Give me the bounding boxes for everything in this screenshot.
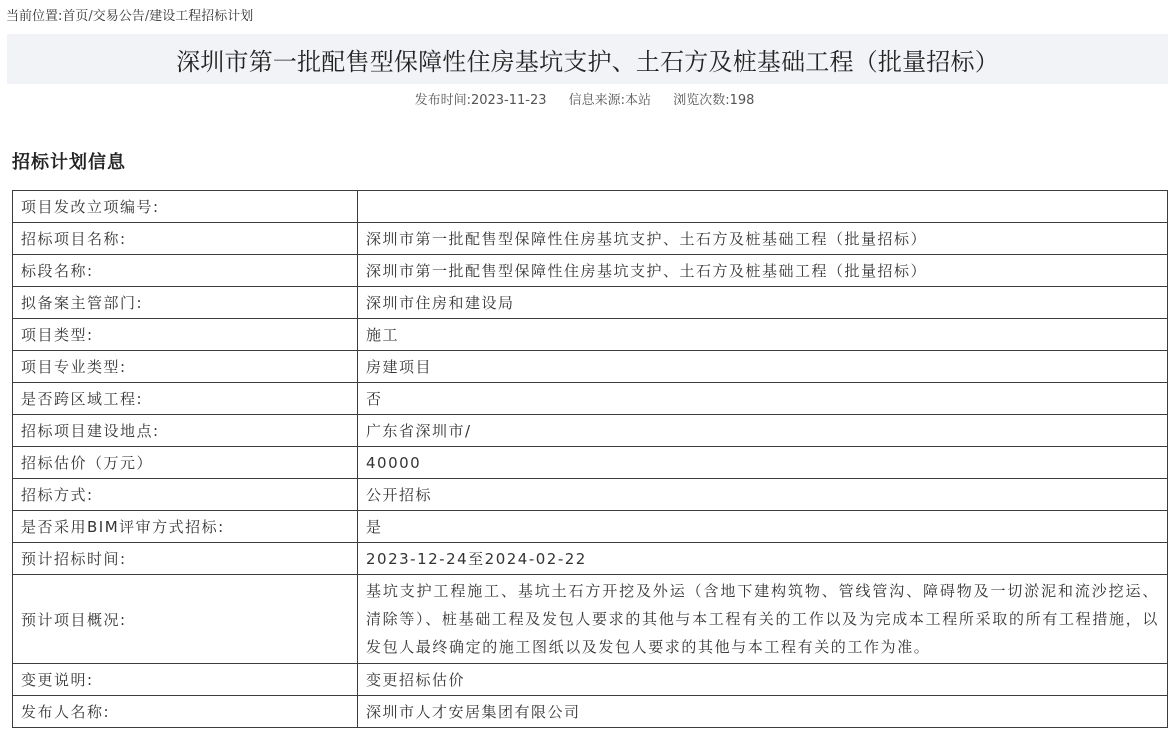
- row-value: 基坑支护工程施工、基坑土石方开挖及外运（含地下建构筑物、管线管沟、障碍物及一切淤泥和流沙挖运、清除等）、桩基础工程及发包人要求的其他与本工程有关的工作以及为完成本工程所采取的所有工程措施，以发包人最终确定的施工图纸以及发包人要求的其他与本工程有关的工作为准。: [358, 575, 1168, 664]
- view-count-value: 198: [729, 93, 755, 108]
- article-meta: [0, 89, 1169, 108]
- row-label: 招标估价（万元）: [13, 447, 358, 479]
- row-label: 发布人名称:: [13, 696, 358, 728]
- row-value: 公开招标: [358, 479, 1168, 511]
- row-value: 是: [358, 511, 1168, 543]
- row-label: 项目类型:: [13, 319, 358, 351]
- table-row: [13, 479, 1168, 511]
- row-value: 深圳市第一批配售型保障性住房基坑支护、土石方及桩基础工程（批量招标）: [358, 255, 1168, 287]
- row-value: 施工: [358, 319, 1168, 351]
- section-title: 招标计划信息: [12, 152, 126, 173]
- table-row: [13, 415, 1168, 447]
- row-label: 招标方式:: [13, 479, 358, 511]
- table-row: [13, 223, 1168, 255]
- row-value: 否: [358, 383, 1168, 415]
- breadcrumb-prefix: 当前位置:: [6, 9, 63, 24]
- view-count-label: 浏览次数:: [673, 93, 730, 108]
- publish-date-value: 2023-11-23: [470, 93, 547, 108]
- info-source-value: 本站: [625, 93, 652, 108]
- table-row: [13, 255, 1168, 287]
- row-label: 招标项目建设地点:: [13, 415, 358, 447]
- row-value: 深圳市第一批配售型保障性住房基坑支护、土石方及桩基础工程（批量招标）: [358, 223, 1168, 255]
- view-count: [673, 93, 754, 108]
- table-row: [13, 696, 1168, 728]
- title-bar: [7, 34, 1168, 84]
- row-label: 预计项目概况:: [13, 575, 358, 664]
- row-value: 广东省深圳市/: [358, 415, 1168, 447]
- row-label: 项目发改立项编号:: [13, 191, 358, 223]
- table-row: [13, 511, 1168, 543]
- table-row: [13, 664, 1168, 696]
- row-value: 2023-12-24至2024-02-22: [358, 543, 1168, 575]
- breadcrumb-bid-plan-link[interactable]: 建设工程招标计划: [149, 9, 254, 24]
- row-value: 房建项目: [358, 351, 1168, 383]
- row-label: 标段名称:: [13, 255, 358, 287]
- row-value: [358, 191, 1168, 223]
- table-row: [13, 383, 1168, 415]
- table-row: [13, 351, 1168, 383]
- breadcrumb-separator: /: [88, 9, 93, 24]
- row-value: 深圳市住房和建设局: [358, 287, 1168, 319]
- row-label: 招标项目名称:: [13, 223, 358, 255]
- table-row: [13, 575, 1168, 664]
- row-label: 预计招标时间:: [13, 543, 358, 575]
- bid-plan-table: [12, 190, 1168, 728]
- breadcrumb-separator: /: [144, 9, 150, 24]
- publish-date: [415, 93, 547, 108]
- table-row: [13, 287, 1168, 319]
- row-value: 深圳市人才安居集团有限公司: [358, 696, 1168, 728]
- row-label: 是否跨区域工程:: [13, 383, 358, 415]
- row-label: 拟备案主管部门:: [13, 287, 358, 319]
- row-label: 变更说明:: [13, 664, 358, 696]
- info-source: [569, 93, 651, 108]
- table-row: [13, 447, 1168, 479]
- breadcrumb: [6, 5, 253, 24]
- table-row: [13, 191, 1168, 223]
- publish-date-label: 发布时间:: [414, 93, 471, 108]
- breadcrumb-home-link[interactable]: 首页: [62, 9, 89, 24]
- row-label: 项目专业类型:: [13, 351, 358, 383]
- row-value: 40000: [358, 447, 1168, 479]
- table-row: [13, 543, 1168, 575]
- table-row: [13, 319, 1168, 351]
- row-value: 变更招标估价: [358, 664, 1168, 696]
- info-source-label: 信息来源:: [568, 93, 626, 108]
- breadcrumb-announcements-link[interactable]: 交易公告: [92, 9, 145, 24]
- page-title: 深圳市第一批配售型保障性住房基坑支护、土石方及桩基础工程（批量招标）: [176, 47, 999, 76]
- row-label: 是否采用BIM评审方式招标:: [13, 511, 358, 543]
